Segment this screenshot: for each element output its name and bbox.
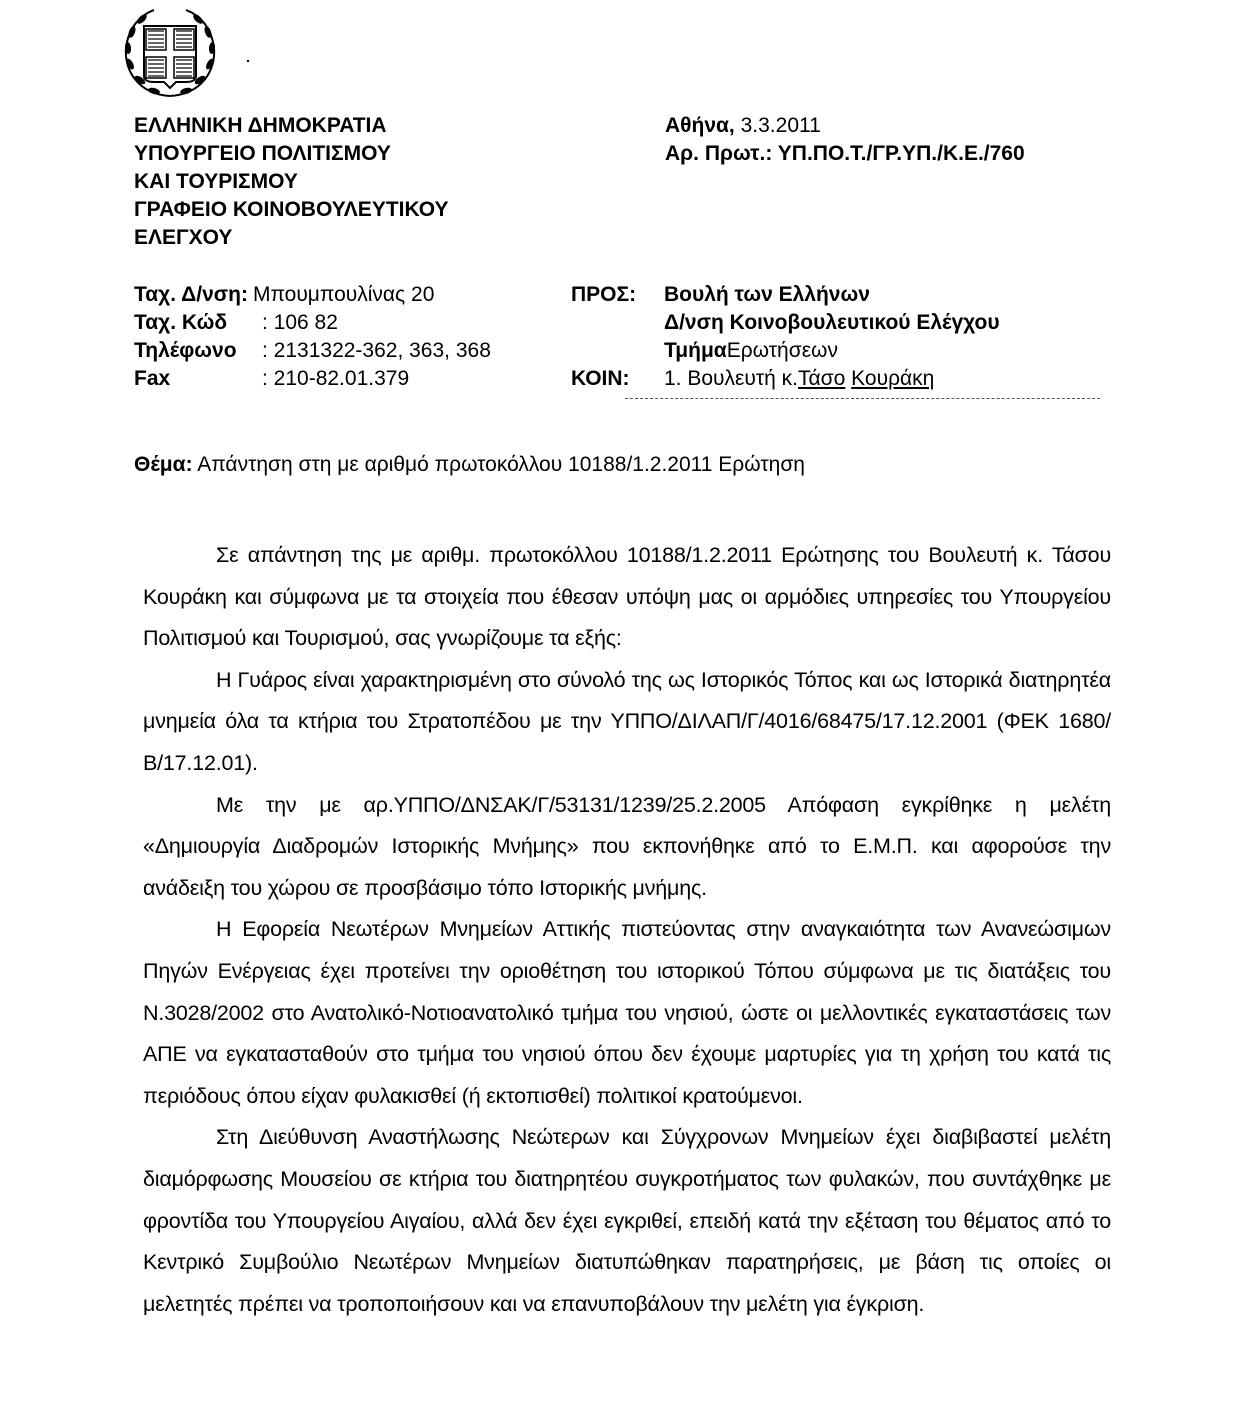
address-value: Μπουμπουλίνας 20 [252,283,435,306]
to-row-2 [571,309,1000,337]
to-label: ΠΡΟΣ: [571,283,637,306]
spacer [571,337,664,365]
fax-row [134,365,491,393]
date-label: Αθήνα, [665,114,735,137]
recipients [571,281,1000,393]
address-row [134,281,491,309]
cc-name-first: Τάσο [798,367,846,390]
authority-line: ΕΛΕΓΧΟΥ [134,226,233,249]
phone-row [134,337,491,365]
recipient-line: Βουλή των Ελλήνων [664,283,870,306]
recipient-line: Δ/νση Κοινοβουλευτικού Ελέγχου [664,311,1000,334]
date-line [665,112,1025,140]
postcode-row [134,309,491,337]
fax-value: : 210-82.01.379 [262,367,410,390]
body-paragraph: Στη Διεύθυνση Αναστήλωσης Νεώτερων και Σύγχρονων Μνημείων έχει διαβιβαστεί μελέτη διαμόρφωσης Μουσείου σε κτήρια του διατηρητέου συγκροτήματος των φυλακών, που συντάχθηκε με φροντίδα του Υπουργείου Αιγαίου, αλλά δεν έχει εγκριθεί, επειδή κατά την εξέταση του θέματος από το Κεντρικό Συμβούλιο Νεωτέρων Μνημείων διατυπώθηκαν παρατηρήσεις, με βάση τις οποίες οι μελετητές πρέπει να τροποποιήσουν και να επανυποβάλουν την μελέτη για έγκριση. [143,1125,1111,1316]
authority-line: ΕΛΛΗΝΙΚΗ ΔΗΜΟΚΡΑΤΙΑ [134,114,387,137]
date-and-protocol [665,112,1025,168]
to-row [571,281,1000,309]
subject-label: Θέμα: [134,453,193,476]
cc-row [571,365,1000,393]
cc-name-last: Κουράκη [851,367,935,390]
issuing-authority [134,112,448,252]
authority-line: ΓΡΑΦΕΙΟ ΚΟΙΝΟΒΟΥΛΕΥΤΙΚΟΥ [134,198,449,221]
spacer [571,309,664,337]
greek-coat-of-arms-icon [120,4,220,102]
cc-label: ΚΟΙΝ: [571,367,630,390]
contact-details [134,281,491,393]
scan-speck [247,60,249,62]
body-paragraph: Με την με αρ.ΥΠΠΟ/ΔΝΣΑΚ/Γ/53131/1239/25.2.2005 Απόφαση εγκρίθηκε η μελέτη «Δημιουργία Διαδρομών Ιστορικής Μνήμης» που εκπονήθηκε από το Ε.Μ.Π. και αφορούσε την ανάδειξη του χώρου σε προσβάσιμο τόπο Ιστορικής μνήμης. [143,792,1111,900]
subject-text: Απάντηση στη με αριθμό πρωτοκόλλου 10188/1.2.2011 Ερώτηση [192,453,805,476]
scan-artifact-line [625,398,1100,399]
cc-prefix: 1. Βουλευτή κ. [664,367,799,390]
postcode-value: : 106 82 [262,311,338,334]
recipient-dept-name: Ερωτήσεων [726,339,838,362]
date-value: 3.3.2011 [734,114,821,137]
to-row-3 [571,337,1000,365]
authority-line: ΥΠΟΥΡΓΕΙΟ ΠΟΛΙΤΙΣΜΟΥ [134,142,391,165]
postcode-label: Ταχ. Κώδ [134,311,228,334]
body-paragraph: Η Εφορεία Νεωτέρων Μνημείων Αττικής πιστεύοντας στην αναγκαιότητα των Ανανεώσιμων Πηγών Ενέργειας έχει προτείνει την οριοθέτηση του ιστορικού Τόπου σύμφωνα με τις διατάξεις του Ν.3028/2002 στο Ανατολικό-Νοτιοανατολικό τμήμα του νησιού, ώστε οι μελλοντικές εγκαταστάσεις των ΑΠΕ να εγκατασταθούν στο τμήμα του νησιού όπου δεν έχουμε μαρτυρίες για τη χρήση του κατά τις περιόδους όπου είχαν φυλακισθεί (ή εκτοπισθεί) πολιτικοί κρατούμενοι. [143,917,1111,1108]
fax-label: Fax [134,367,171,390]
recipient-dept-label: Τμήμα [664,339,727,362]
subject-line [134,451,805,479]
phone-label: Τηλέφωνο [134,339,237,362]
body-paragraph: Σε απάντηση της με αριθμ. πρωτοκόλλου 10188/1.2.2011 Ερώτησης του Βουλευτή κ. Τάσου Κουράκη και σύμφωνα με τα στοιχεία που έθεσαν υπόψη μας οι αρμόδιες υπηρεσίες του Υπουργείου Πολιτισμού και Τουρισμού, σας γνωρίζουμε τα εξής: [143,543,1111,651]
protocol-number: Αρ. Πρωτ.: ΥΠ.ΠΟ.Τ./ΓΡ.ΥΠ./Κ.Ε./760 [665,142,1025,165]
body-paragraph: Η Γυάρος είναι χαρακτηρισμένη στο σύνολό της ως Ιστορικός Τόπος και ως Ιστορικά διατηρητέα μνημεία όλα τα κτήρια του Στρατοπέδου με την ΥΠΠΟ/ΔΙΛΑΠ/Γ/4016/68475/17.12.2001 (ΦΕΚ 1680/Β/17.12.01). [143,667,1111,775]
letter-body [143,535,1111,1325]
authority-line: ΚΑΙ ΤΟΥΡΙΣΜΟΥ [134,170,298,193]
address-label: Ταχ. Δ/νση: [134,283,248,306]
phone-value: : 2131322-362, 363, 368 [262,339,491,362]
